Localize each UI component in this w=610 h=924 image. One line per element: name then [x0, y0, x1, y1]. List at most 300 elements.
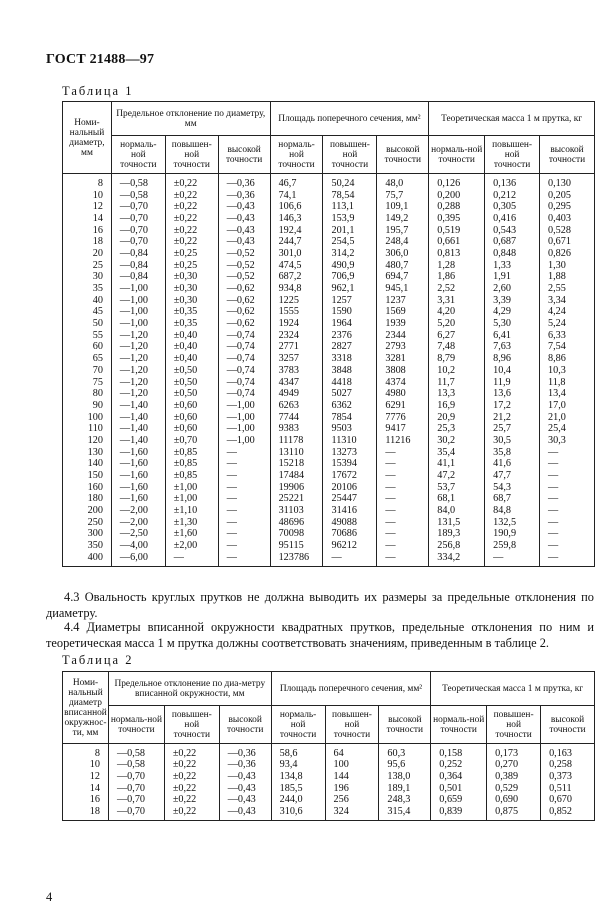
table-cell: 5027	[323, 388, 377, 400]
table-cell: 0,813	[429, 248, 485, 260]
table-cell: 25,7	[485, 423, 540, 435]
subheader-high: высокой точности	[377, 136, 429, 174]
table-cell: 84,0	[429, 505, 485, 517]
table-row	[63, 760, 595, 772]
table-cell: ±0,22	[165, 174, 218, 190]
table-cell: 315,4	[379, 806, 431, 820]
table-cell: 3808	[377, 365, 429, 377]
table-cell: 160	[63, 482, 112, 494]
table-cell: 9503	[323, 423, 377, 435]
table-cell: —1,20	[111, 377, 165, 389]
table-cell: 20106	[323, 482, 377, 494]
table-cell: 70686	[323, 529, 377, 541]
table-row	[63, 342, 595, 354]
table-cell: 201,1	[323, 225, 377, 237]
table-cell: 694,7	[377, 272, 429, 284]
table-cell: —	[377, 447, 429, 459]
table-cell: 30,3	[540, 435, 595, 447]
subheader-normal: нормаль-ной точности	[111, 136, 165, 174]
table-cell: —2,00	[111, 517, 165, 529]
table-cell: 64	[325, 744, 379, 760]
table-cell: —	[377, 552, 429, 566]
table-row	[63, 213, 595, 225]
table-cell: 2793	[377, 342, 429, 354]
table-cell: 0,200	[429, 190, 485, 202]
table-cell: ±0,30	[165, 272, 218, 284]
table-cell: 20	[63, 248, 112, 260]
subheader-normal: нормаль-ной точности	[108, 706, 164, 744]
table-cell: —1,20	[111, 353, 165, 365]
table-cell: —0,43	[218, 201, 270, 213]
table-cell: 8,79	[429, 353, 485, 365]
table-cell: 10,3	[540, 365, 595, 377]
table-cell: —	[377, 505, 429, 517]
table-cell: 70	[63, 365, 112, 377]
table-cell: —	[218, 482, 270, 494]
table-row	[63, 365, 595, 377]
subheader-increased: повышен-ной точности	[323, 136, 377, 174]
table-cell: 68,1	[429, 494, 485, 506]
table-cell: —0,70	[108, 794, 164, 806]
table-cell: —	[218, 459, 270, 471]
table-cell: —	[218, 529, 270, 541]
table-cell: —	[540, 529, 595, 541]
table-cell: 0,670	[541, 794, 595, 806]
table-cell: 248,4	[377, 236, 429, 248]
table-cell: —0,43	[219, 806, 271, 820]
table-cell: ±0,22	[165, 213, 218, 225]
table-cell: 1,30	[540, 260, 595, 272]
table-cell: 1924	[270, 318, 323, 330]
table-cell: —	[218, 470, 270, 482]
table-cell: 16	[63, 225, 112, 237]
table-cell: 250	[63, 517, 112, 529]
table-cell: ±0,40	[165, 342, 218, 354]
table-row	[63, 470, 595, 482]
table-cell: ±0,50	[165, 388, 218, 400]
table-cell: 244,7	[270, 236, 323, 248]
table-row	[63, 794, 595, 806]
table-row	[63, 248, 595, 260]
table-cell: 48,0	[377, 174, 429, 190]
table-cell: —0,84	[111, 260, 165, 272]
table-cell: 5,24	[540, 318, 595, 330]
table-cell: 11,8	[540, 377, 595, 389]
table-cell: —	[377, 482, 429, 494]
table-cell: —	[218, 494, 270, 506]
table-cell: —0,62	[218, 283, 270, 295]
table-cell: ±0,25	[165, 260, 218, 272]
table-cell: —0,43	[218, 236, 270, 248]
table-cell: 7,54	[540, 342, 595, 354]
table-row	[63, 330, 595, 342]
table-cell: 4347	[270, 377, 323, 389]
table-row	[63, 447, 595, 459]
header-mass: Теоретическая масса 1 м прутка, кг	[429, 102, 595, 136]
table-cell: 109,1	[377, 201, 429, 213]
table-cell: 300	[63, 529, 112, 541]
table-cell: ±0,22	[164, 794, 219, 806]
table-cell: 55	[63, 330, 112, 342]
table-cell: 30,2	[429, 435, 485, 447]
table-cell: —6,00	[111, 552, 165, 566]
table-cell: 11310	[323, 435, 377, 447]
table-cell: 21,0	[540, 412, 595, 424]
table-cell: ±0,30	[165, 295, 218, 307]
table-row	[63, 400, 595, 412]
table-cell: ±0,50	[165, 377, 218, 389]
table-cell: —	[540, 517, 595, 529]
header-deviation: Предельное отклонение по диаметру, мм	[111, 102, 270, 136]
table-cell: —0,84	[111, 248, 165, 260]
table-cell: ±0,22	[164, 744, 219, 760]
table-cell: ±0,22	[164, 771, 219, 783]
table-cell: 95,6	[379, 760, 431, 772]
table-cell: ±0,25	[165, 248, 218, 260]
table-cell: 19906	[270, 482, 323, 494]
table-cell: 4374	[377, 377, 429, 389]
table-cell: 196	[325, 783, 379, 795]
table-cell: —	[377, 540, 429, 552]
table-cell: 0,258	[541, 760, 595, 772]
table-cell: 4,24	[540, 307, 595, 319]
table-cell: 40	[63, 295, 112, 307]
table-cell: —	[377, 517, 429, 529]
table-cell: 0,528	[540, 225, 595, 237]
table-cell: —1,00	[218, 423, 270, 435]
table-cell: 192,4	[270, 225, 323, 237]
table-cell: ±2,00	[165, 540, 218, 552]
table-cell: —	[323, 552, 377, 566]
table-cell: 1225	[270, 295, 323, 307]
table-row	[63, 482, 595, 494]
table-cell: —	[540, 459, 595, 471]
table-cell: 0,687	[485, 236, 540, 248]
table-cell: —	[377, 494, 429, 506]
subheader-normal: нормаль-ной точности	[270, 136, 323, 174]
table-row	[63, 783, 595, 795]
table-cell: —0,74	[218, 365, 270, 377]
table-cell: 10	[63, 190, 112, 202]
table-row	[63, 494, 595, 506]
table-cell: —0,62	[218, 295, 270, 307]
table-cell: —2,00	[111, 505, 165, 517]
table-row	[63, 388, 595, 400]
table-cell: 138,0	[379, 771, 431, 783]
table-cell: 35	[63, 283, 112, 295]
table-cell: —0,74	[218, 388, 270, 400]
table-cell: ±0,22	[164, 760, 219, 772]
table-cell: 324	[325, 806, 379, 820]
table-cell: 0,690	[487, 794, 541, 806]
table-cell: —1,40	[111, 412, 165, 424]
table-cell: 1555	[270, 307, 323, 319]
table-cell: 74,1	[270, 190, 323, 202]
table-cell: —1,60	[111, 470, 165, 482]
table-cell: ±0,22	[164, 783, 219, 795]
table-cell: 334,2	[429, 552, 485, 566]
table-cell: 16	[63, 794, 109, 806]
table-cell: 49088	[323, 517, 377, 529]
table-cell: 0,839	[431, 806, 487, 820]
table-cell: 48696	[270, 517, 323, 529]
table-cell: 11,7	[429, 377, 485, 389]
table-cell: 8	[63, 174, 112, 190]
table-cell: 4,29	[485, 307, 540, 319]
subheader-high: высокой точности	[218, 136, 270, 174]
table-cell: 45	[63, 307, 112, 319]
table-cell: 47,2	[429, 470, 485, 482]
table-cell: 195,7	[377, 225, 429, 237]
table-cell: 13273	[323, 447, 377, 459]
table-cell: 3783	[270, 365, 323, 377]
table-row	[63, 517, 595, 529]
table-cell: 113,1	[323, 201, 377, 213]
table-cell: 14	[63, 783, 109, 795]
table-cell: 95115	[270, 540, 323, 552]
table-cell: 60	[63, 342, 112, 354]
table-cell: 0,659	[431, 794, 487, 806]
table-cell: ±0,22	[165, 225, 218, 237]
table-cell: 7,63	[485, 342, 540, 354]
table1-caption: Таблица 1	[62, 84, 134, 98]
table-cell: 140	[63, 459, 112, 471]
table-cell: 1,86	[429, 272, 485, 284]
table-cell: 10	[63, 760, 109, 772]
table-row	[63, 318, 595, 330]
table-cell: 1590	[323, 307, 377, 319]
table-cell: 8,96	[485, 353, 540, 365]
table-row	[63, 260, 595, 272]
table-cell: 7776	[377, 412, 429, 424]
table-row	[63, 295, 595, 307]
table-cell: 3848	[323, 365, 377, 377]
table-row	[63, 190, 595, 202]
table-row	[63, 552, 595, 566]
table-cell: 46,7	[270, 174, 323, 190]
table-row	[63, 236, 595, 248]
table-cell: —0,43	[219, 783, 271, 795]
document-code: ГОСТ 21488—97	[46, 52, 155, 67]
table-cell: 153,9	[323, 213, 377, 225]
table-cell: —0,36	[219, 760, 271, 772]
table-cell: 31103	[270, 505, 323, 517]
table-cell: 110	[63, 423, 112, 435]
header-area: Площадь поперечного сечения, мм²	[271, 672, 431, 706]
table-cell: 0,252	[431, 760, 487, 772]
table-cell: —0,52	[218, 272, 270, 284]
table-cell: 0,270	[487, 760, 541, 772]
table-row	[63, 505, 595, 517]
table-cell: 12	[63, 201, 112, 213]
table-cell: 11,9	[485, 377, 540, 389]
subheader-increased: повышен-ной точности	[485, 136, 540, 174]
table-cell: 1257	[323, 295, 377, 307]
table-cell: 0,373	[541, 771, 595, 783]
table-cell: ±0,85	[165, 447, 218, 459]
table-cell: 2827	[323, 342, 377, 354]
table-cell: 17,0	[540, 400, 595, 412]
table-cell: 0,529	[487, 783, 541, 795]
table-cell: 50	[63, 318, 112, 330]
table-cell: —	[485, 552, 540, 566]
table-cell: 5,30	[485, 318, 540, 330]
table-cell: 1,28	[429, 260, 485, 272]
table-cell: ±1,30	[165, 517, 218, 529]
table-cell: 314,2	[323, 248, 377, 260]
table-cell: 1,88	[540, 272, 595, 284]
table-cell: —	[165, 552, 218, 566]
table-cell: 474,5	[270, 260, 323, 272]
table-cell: —	[540, 494, 595, 506]
table-cell: 706,9	[323, 272, 377, 284]
table-cell: 17484	[270, 470, 323, 482]
table-cell: 3,34	[540, 295, 595, 307]
table-cell: 180	[63, 494, 112, 506]
table-cell: —2,50	[111, 529, 165, 541]
table-cell: 0,130	[540, 174, 595, 190]
table-cell: 962,1	[323, 283, 377, 295]
table-cell: 30	[63, 272, 112, 284]
table-cell: —4,00	[111, 540, 165, 552]
table-cell: —	[218, 447, 270, 459]
header-diameter: Номи-нальный диаметр вписанной окружнос-ти, мм	[63, 672, 109, 744]
table-cell: —1,20	[111, 388, 165, 400]
table-cell: 14	[63, 213, 112, 225]
table-cell: —1,60	[111, 482, 165, 494]
table-cell: 4949	[270, 388, 323, 400]
table-cell: 100	[325, 760, 379, 772]
table-row	[63, 307, 595, 319]
table-cell: —	[540, 482, 595, 494]
table-cell: 35,8	[485, 447, 540, 459]
table-cell: 25	[63, 260, 112, 272]
table-cell: 2324	[270, 330, 323, 342]
table-cell: 200	[63, 505, 112, 517]
table-cell: ±0,85	[165, 470, 218, 482]
table-cell: 0,511	[541, 783, 595, 795]
table-cell: 0,661	[429, 236, 485, 248]
table-cell: —	[540, 540, 595, 552]
table-cell: —0,43	[219, 771, 271, 783]
table-cell: 18	[63, 236, 112, 248]
table-cell: 259,8	[485, 540, 540, 552]
table-cell: 131,5	[429, 517, 485, 529]
header-mass: Теоретическая масса 1 м прутка, кг	[431, 672, 595, 706]
table-cell: 0,205	[540, 190, 595, 202]
table-cell: ±0,22	[165, 190, 218, 202]
table-cell: 5,20	[429, 318, 485, 330]
header-area: Площадь поперечного сечения, мм²	[270, 102, 429, 136]
table-row	[63, 283, 595, 295]
table-cell: 11216	[377, 435, 429, 447]
table-cell: ±0,30	[165, 283, 218, 295]
table-cell: —0,74	[218, 353, 270, 365]
table-cell: —0,70	[108, 771, 164, 783]
table-cell: 1237	[377, 295, 429, 307]
table-cell: —0,70	[111, 213, 165, 225]
page-number: 4	[46, 890, 53, 904]
table-cell: 80	[63, 388, 112, 400]
table-cell: 25,3	[429, 423, 485, 435]
table-cell: —	[540, 447, 595, 459]
table-cell: —	[218, 517, 270, 529]
table-cell: 123786	[270, 552, 323, 566]
table-cell: —1,00	[218, 435, 270, 447]
table-cell: 2,60	[485, 283, 540, 295]
table-cell: 47,7	[485, 470, 540, 482]
table-cell: 7,48	[429, 342, 485, 354]
table-cell: 2376	[323, 330, 377, 342]
subheader-high: высокой точности	[541, 706, 595, 744]
table-cell: —	[377, 470, 429, 482]
table-cell: ±0,85	[165, 459, 218, 471]
table1	[62, 101, 595, 567]
table-cell: 1939	[377, 318, 429, 330]
table-cell: 1,33	[485, 260, 540, 272]
table-cell: —1,40	[111, 423, 165, 435]
table-row	[63, 377, 595, 389]
table-cell: ±1,60	[165, 529, 218, 541]
table-cell: 190,9	[485, 529, 540, 541]
table-cell: 96212	[323, 540, 377, 552]
table-cell: ±0,50	[165, 365, 218, 377]
table-cell: —0,52	[218, 260, 270, 272]
table-cell: 1,91	[485, 272, 540, 284]
header-deviation: Предельное отклонение по диа-метру вписанной окружности, мм	[108, 672, 271, 706]
table-row	[63, 174, 595, 190]
paragraph-4-3: 4.3 Овальность круглых прутков не должна выводить их размеры за предельные отклонения по диаметру.	[46, 590, 594, 620]
table-cell: 13,4	[540, 388, 595, 400]
table-cell: —0,70	[111, 201, 165, 213]
table-cell: 306,0	[377, 248, 429, 260]
table-cell: 1964	[323, 318, 377, 330]
table-cell: 0,875	[487, 806, 541, 820]
table-cell: 106,6	[270, 201, 323, 213]
table-cell: —1,00	[111, 318, 165, 330]
table-cell: —0,36	[219, 744, 271, 760]
table-cell: 6,27	[429, 330, 485, 342]
subheader-normal: нормаль-ной точности	[271, 706, 325, 744]
paragraph-4-4: 4.4 Диаметры вписанной окружности квадратных прутков, предельные отклонения по ним и теоретическая масса 1 м прутка должны соответствовать значениям, приведенным в таблице 2.	[46, 620, 594, 650]
table-cell: 13110	[270, 447, 323, 459]
table-cell: —0,36	[218, 190, 270, 202]
subheader-high: высокой точности	[379, 706, 431, 744]
table-cell: 0,305	[485, 201, 540, 213]
table-cell: 25,4	[540, 423, 595, 435]
table-cell: 50,24	[323, 174, 377, 190]
table-cell: 146,3	[270, 213, 323, 225]
table-cell: 0,389	[487, 771, 541, 783]
table-row	[63, 353, 595, 365]
table-cell: —0,58	[108, 744, 164, 760]
table-cell: 2771	[270, 342, 323, 354]
table-cell: 185,5	[271, 783, 325, 795]
table-cell: —0,74	[218, 342, 270, 354]
table-cell: 134,8	[271, 771, 325, 783]
table-cell: 0,163	[541, 744, 595, 760]
table-cell: —0,58	[108, 760, 164, 772]
table-cell: 13,6	[485, 388, 540, 400]
table-cell: 60,3	[379, 744, 431, 760]
table-cell: 41,1	[429, 459, 485, 471]
table-cell: 149,2	[377, 213, 429, 225]
table-cell: 10,2	[429, 365, 485, 377]
subheader-high: высокой точности	[540, 136, 595, 174]
table-row	[63, 412, 595, 424]
table-cell: 244,0	[271, 794, 325, 806]
table-cell: 54,3	[485, 482, 540, 494]
